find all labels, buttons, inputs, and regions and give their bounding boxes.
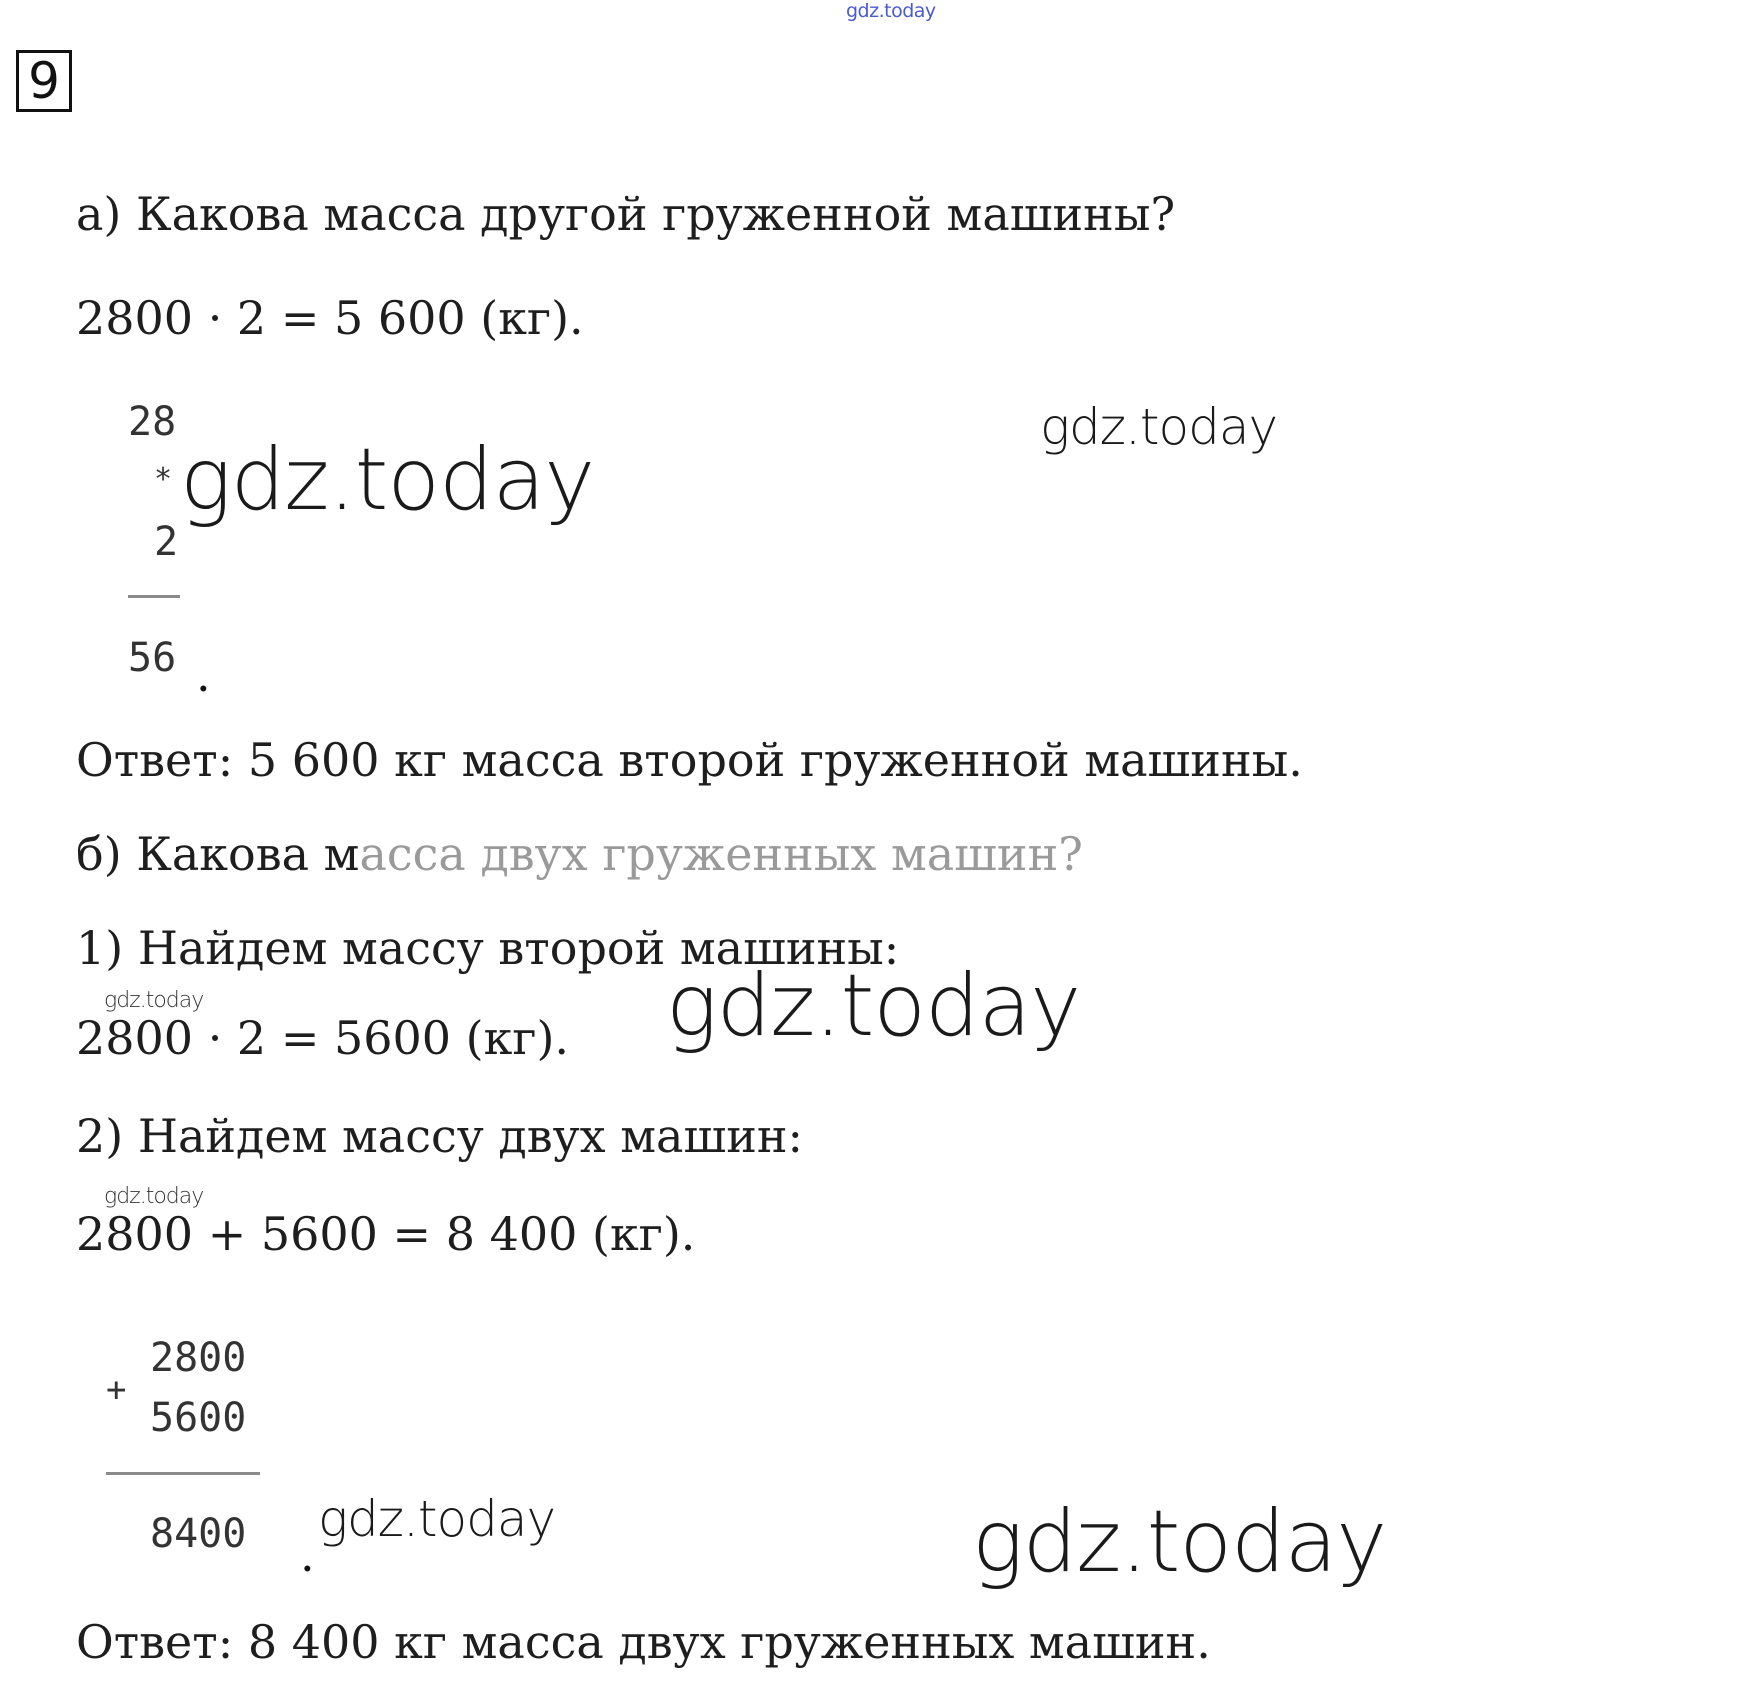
column-top-number: 28 bbox=[128, 399, 177, 445]
part-a-equation: 2800 · 2 = 5 600 (кг). bbox=[76, 291, 584, 345]
column-result: 8400 bbox=[150, 1511, 247, 1557]
column-result: 56 bbox=[128, 635, 177, 681]
part-b-step2-title: 2) Найдем массу двух машин: bbox=[76, 1109, 804, 1163]
part-a-answer: Ответ: 5 600 кг масса второй груженной машины. bbox=[76, 733, 1303, 787]
column-bottom-number: 5600 bbox=[150, 1395, 247, 1441]
column-operator: + bbox=[106, 1370, 127, 1410]
watermark-medium-1: gdz.today bbox=[1040, 398, 1278, 456]
column-bottom-number: 2 bbox=[154, 519, 179, 565]
watermark-small-2: gdz.today bbox=[104, 1184, 204, 1209]
column-operator: * bbox=[154, 462, 173, 497]
watermark-large-2: gdz.today bbox=[666, 956, 1081, 1056]
part-b-step2-equation: 2800 + 5600 = 8 400 (кг). bbox=[76, 1207, 696, 1261]
column-end-dot: . bbox=[300, 1528, 315, 1582]
watermark-small-1: gdz.today bbox=[104, 988, 204, 1013]
column-end-dot: . bbox=[196, 648, 211, 702]
part-b-step1-equation: 2800 · 2 = 5600 (кг). bbox=[76, 1011, 570, 1065]
top-watermark: gdz.today bbox=[846, 0, 936, 22]
part-b-step1-title: 1) Найдем массу второй машины: bbox=[76, 921, 900, 975]
watermark-large-1: gdz.today bbox=[180, 430, 595, 530]
column-rule bbox=[106, 1472, 260, 1475]
column-rule bbox=[128, 595, 180, 598]
watermark-large-3: gdz.today bbox=[972, 1492, 1387, 1592]
part-b-answer: Ответ: 8 400 кг масса двух груженных машин. bbox=[76, 1615, 1211, 1669]
part-a-question: а) Какова масса другой груженной машины? bbox=[76, 187, 1176, 241]
part-b-question: б) Какова масса двух груженных машин? bbox=[76, 827, 1083, 881]
task-number-badge: 9 bbox=[16, 50, 72, 112]
column-top-number: 2800 bbox=[150, 1335, 247, 1381]
watermark-medium-2: gdz.today bbox=[318, 1490, 556, 1548]
